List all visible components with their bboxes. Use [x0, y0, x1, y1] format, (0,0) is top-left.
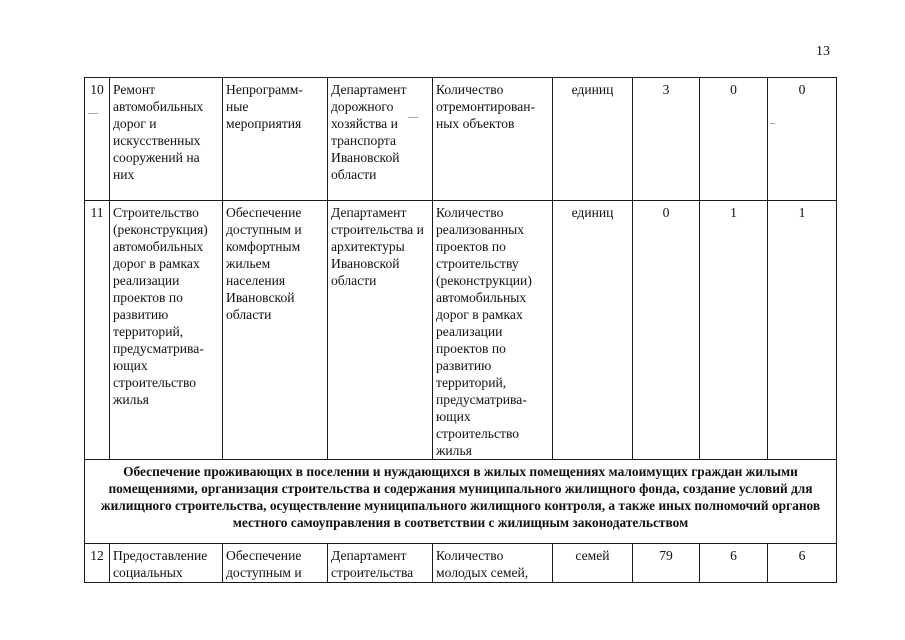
- value-3: 1: [768, 201, 837, 460]
- executor-name: Департамент строительства: [328, 544, 433, 583]
- value-3: 6: [768, 544, 837, 583]
- table-row: [85, 544, 837, 583]
- value-1: 0: [633, 201, 700, 460]
- measure-name: Строительство (реконструкция) автомобильных дорог в рамках реализации проектов по развитию территорий, предусматрива-ющих строительство жилья: [110, 201, 223, 460]
- measure-name: Предоставление социальных: [110, 544, 223, 583]
- row-number: 10: [85, 78, 110, 201]
- value-3: 0: [768, 78, 837, 201]
- scan-mark: —: [88, 108, 98, 119]
- indicator-name: Количество отремонтирован-ных объектов: [433, 78, 553, 201]
- table-row: [85, 201, 837, 460]
- unit: единиц: [553, 78, 633, 201]
- value-2: 1: [700, 201, 768, 460]
- program-name: Обеспечение доступным и комфортным жильем населения Ивановской области: [223, 201, 328, 460]
- scan-mark: —: [408, 112, 418, 123]
- section-heading: Обеспечение проживающих в поселении и нуждающихся в жилых помещениях малоимущих граждан жилыми помещениями, организация строительства и содержания муниципального жилищного фонда, создание условий для жилищного строительства, осуществление муниципального жилищного контроля, а также иных полномочий органов местного самоуправления в соответствии с жилищным законодательством: [85, 460, 837, 544]
- table-row: [85, 78, 837, 201]
- measure-name: Ремонт автомобильных дорог и искусственных сооружений на них: [110, 78, 223, 201]
- executor-name: Департамент строительства и архитектуры Ивановской области: [328, 201, 433, 460]
- value-2: 0: [700, 78, 768, 201]
- row-number: 12: [85, 544, 110, 583]
- unit: единиц: [553, 201, 633, 460]
- indicators-table: [84, 77, 837, 583]
- indicator-name: Количество реализованных проектов по строительству (реконструкции) автомобильных дорог в рамках реализации проектов по развитию территорий, предусматрива-ющих строительство жилья: [433, 201, 553, 460]
- value-2: 6: [700, 544, 768, 583]
- executor-name: Департамент дорожного хозяйства и транспорта Ивановской области: [328, 78, 433, 201]
- unit: семей: [553, 544, 633, 583]
- value-1: 3: [633, 78, 700, 201]
- scan-mark: –: [770, 118, 775, 129]
- program-name: Обеспечение доступным и: [223, 544, 328, 583]
- row-number: 11: [85, 201, 110, 460]
- indicator-name: Количество молодых семей,: [433, 544, 553, 583]
- program-name: Непрограмм-ные мероприятия: [223, 78, 328, 201]
- section-heading-row: [85, 460, 837, 544]
- page-number: 13: [816, 44, 830, 59]
- value-1: 79: [633, 544, 700, 583]
